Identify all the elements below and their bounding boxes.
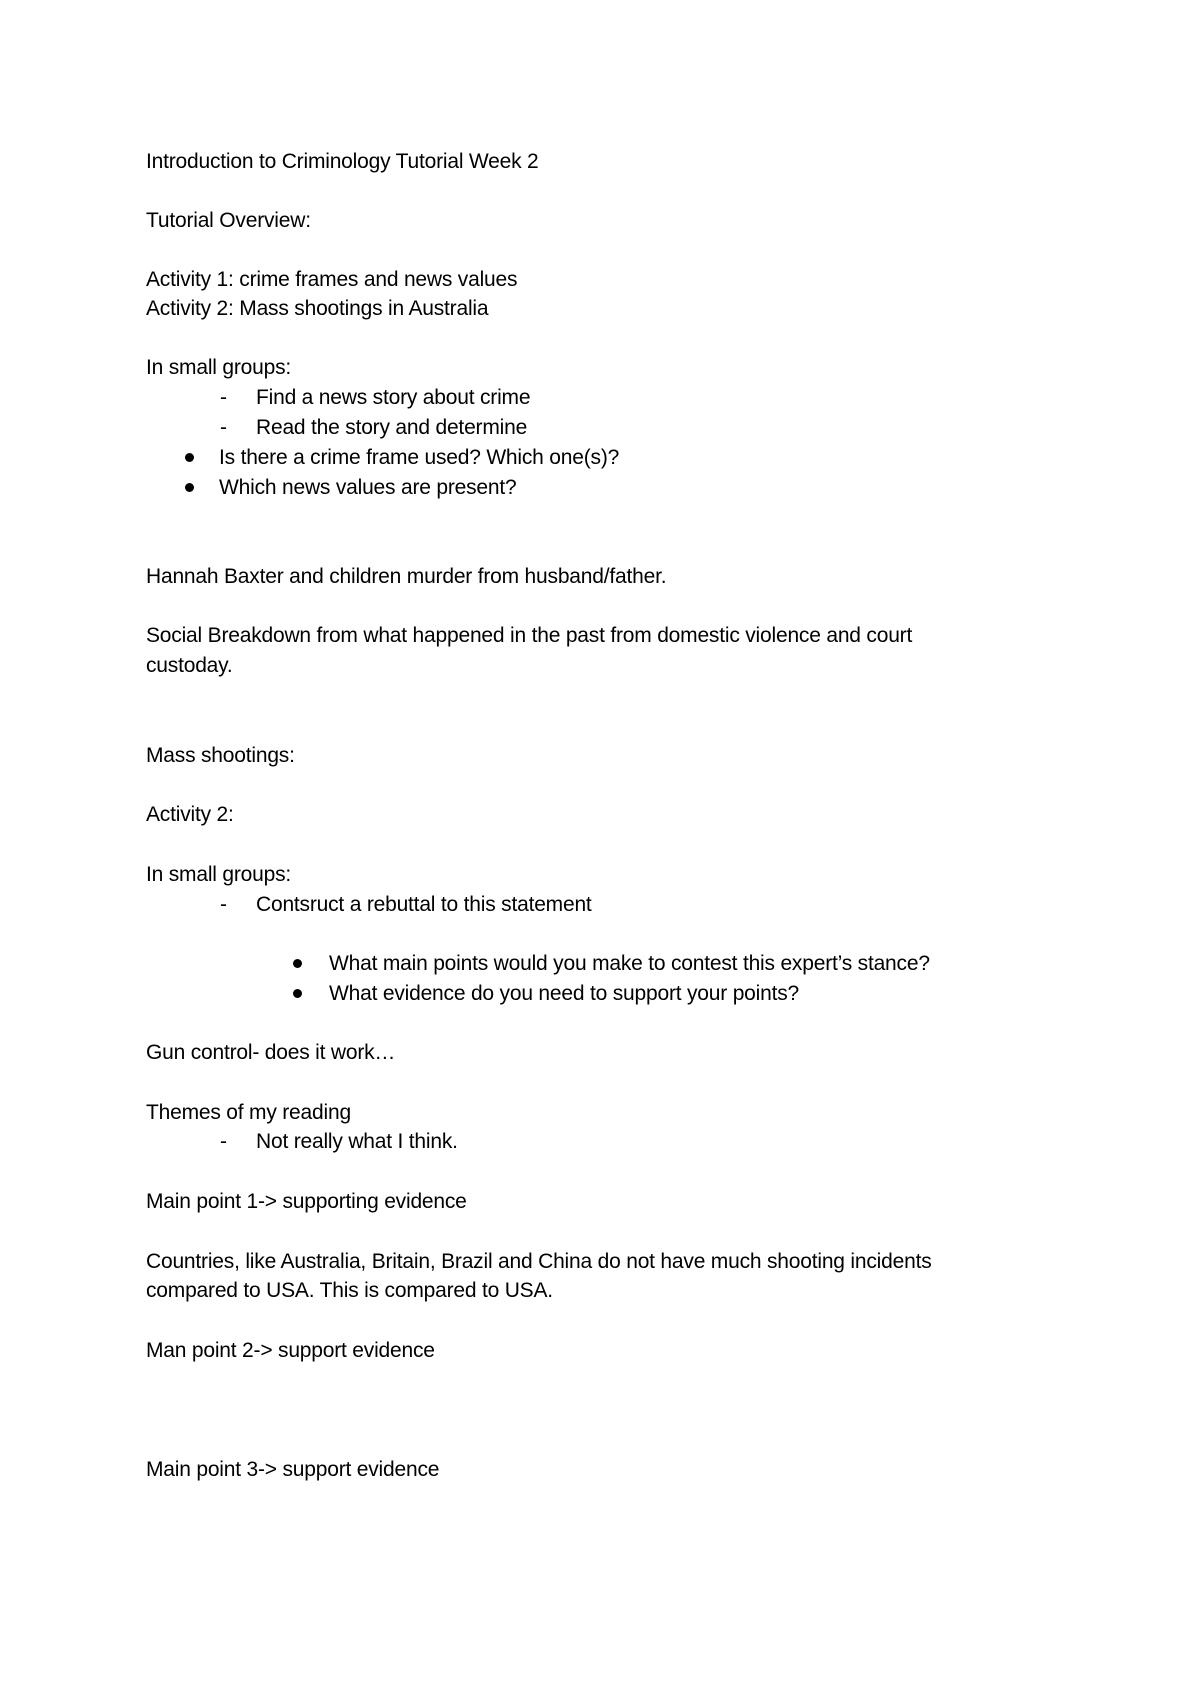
bullet-marker-3 bbox=[293, 959, 302, 968]
bullet-item-main-points: What main points would you make to contest this expert’s stance? bbox=[329, 952, 930, 975]
dash-marker-2: - bbox=[220, 416, 227, 439]
dash-marker-4: - bbox=[220, 1130, 227, 1153]
mass-shootings-heading: Mass shootings: bbox=[146, 744, 295, 767]
social-breakdown-line-1: Social Breakdown from what happened in the past from domestic violence and court bbox=[146, 624, 913, 647]
story-line: Hannah Baxter and children murder from husband/father. bbox=[146, 565, 667, 588]
countries-line-2: compared to USA. This is compared to USA. bbox=[146, 1279, 553, 1302]
dash-item-rebuttal: Contsruct a rebuttal to this statement bbox=[256, 893, 592, 916]
activity-2-line: Activity 2: Mass shootings in Australia bbox=[146, 297, 489, 320]
bullet-marker-2 bbox=[185, 483, 194, 492]
dash-item-not-really: Not really what I think. bbox=[256, 1130, 458, 1153]
bullet-item-crime-frame: Is there a crime frame used? Which one(s)? bbox=[219, 446, 620, 469]
gun-control-line: Gun control- does it work… bbox=[146, 1041, 396, 1064]
themes-line: Themes of my reading bbox=[146, 1101, 351, 1124]
social-breakdown-line-2: custoday. bbox=[146, 654, 233, 677]
dash-marker-3: - bbox=[220, 893, 227, 916]
main-point-1-line: Main point 1-> supporting evidence bbox=[146, 1190, 467, 1213]
small-groups-heading-2: In small groups: bbox=[146, 863, 292, 886]
bullet-item-news-values: Which news values are present? bbox=[219, 476, 517, 499]
small-groups-heading-1: In small groups: bbox=[146, 356, 292, 379]
countries-line-1: Countries, like Australia, Britain, Brazil and China do not have much shooting incidents bbox=[146, 1250, 932, 1273]
overview-heading: Tutorial Overview: bbox=[146, 209, 311, 232]
main-point-2-line: Man point 2-> support evidence bbox=[146, 1339, 435, 1362]
bullet-marker-1 bbox=[185, 453, 194, 462]
activity-1-line: Activity 1: crime frames and news values bbox=[146, 268, 518, 291]
dash-item-find-story: Find a news story about crime bbox=[256, 386, 531, 409]
dash-marker-1: - bbox=[220, 386, 227, 409]
bullet-marker-4 bbox=[293, 989, 302, 998]
main-point-3-line: Main point 3-> support evidence bbox=[146, 1458, 440, 1481]
bullet-item-evidence: What evidence do you need to support your points? bbox=[329, 982, 800, 1005]
activity-2-heading: Activity 2: bbox=[146, 803, 234, 826]
dash-item-read-story: Read the story and determine bbox=[256, 416, 528, 439]
document-title: Introduction to Criminology Tutorial Week 2 bbox=[146, 150, 539, 173]
